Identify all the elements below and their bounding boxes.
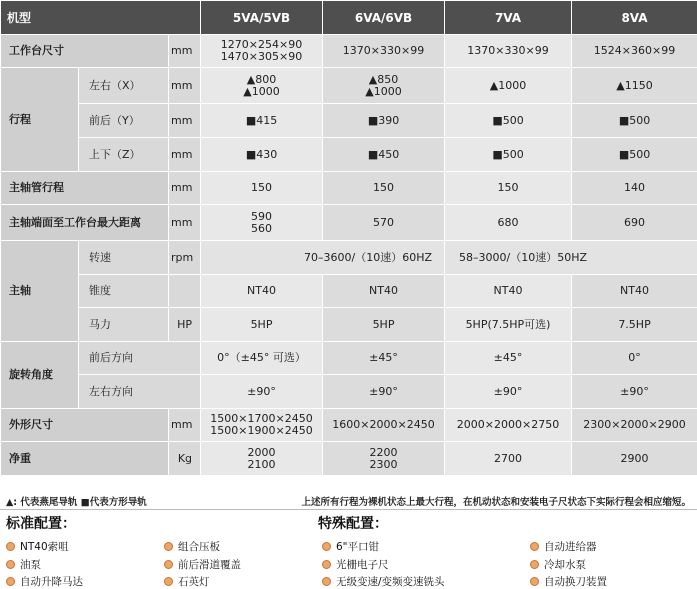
unit: mm — [169, 68, 201, 104]
bullet-icon — [164, 542, 173, 551]
cell-value: 1524×360×99 — [572, 35, 697, 68]
unit: mm — [169, 409, 201, 442]
cell-value: ±90° — [572, 375, 697, 409]
model-header: 5VA/5VB — [201, 1, 323, 35]
cell-value: 2000 — [203, 447, 320, 459]
bullet-icon — [164, 577, 173, 586]
cell-value: 1370×330×99 — [323, 35, 445, 68]
list-item: NT40索咀 — [6, 539, 69, 554]
table-row — [1, 104, 697, 138]
row-label: 外形尺寸 — [1, 409, 169, 442]
speed-50hz: 58–3000/（10速）50HZ — [445, 241, 697, 275]
standard-config-title: 标准配置： — [6, 513, 76, 533]
list-item: 自动进给器 — [530, 539, 597, 554]
list-item: 组合压板 — [164, 539, 220, 554]
list-item: 光栅电子尺 — [322, 557, 389, 572]
cell-value: 1500×1900×2450 — [203, 425, 320, 437]
list-item: 石英灯 — [164, 574, 210, 589]
unit: mm — [169, 205, 201, 241]
cell-value: 5HP — [201, 308, 323, 342]
cell-value: 5HP — [323, 308, 445, 342]
list-item: 自动升降马达 — [6, 574, 83, 589]
unit: mm — [169, 104, 201, 138]
table-row — [1, 409, 697, 442]
row-label: 主轴管行程 — [1, 172, 169, 205]
table-row — [1, 172, 697, 205]
legend-note: ▲: 代表燕尾导轨 ■代表方形导轨 — [6, 494, 147, 508]
cell-value: 5HP(7.5HP可选) — [445, 308, 572, 342]
bullet-icon — [322, 577, 331, 586]
list-item: 冷却水泵 — [530, 557, 586, 572]
travel-note: 上述所有行程为裸机状态上最大行程，在机动状态和安装电子尺状态下实际行程会相应缩短。 — [301, 494, 691, 508]
table-row — [1, 241, 697, 275]
cell-value: 1270×254×90 — [203, 39, 320, 51]
row-label: 旋转角度 — [1, 342, 79, 409]
cell-value: 7.5HP — [572, 308, 697, 342]
cell-value: ▲800 — [203, 74, 320, 86]
cell-value: ■500 — [572, 138, 697, 172]
cell-value: 0° — [572, 342, 697, 375]
bullet-icon — [6, 542, 15, 551]
bullet-icon — [530, 542, 539, 551]
sub-label: 前后方向 — [79, 342, 201, 375]
cell-value: ±45° — [445, 342, 572, 375]
cell-value: 560 — [203, 223, 320, 235]
footnote — [0, 492, 697, 508]
bullet-icon — [6, 560, 15, 569]
cell-value: ±45° — [323, 342, 445, 375]
table-row — [1, 35, 697, 68]
cell-value: ■450 — [323, 138, 445, 172]
header-label: 机型 — [1, 1, 201, 35]
special-config-title: 特殊配置： — [318, 513, 388, 533]
cell-value: 2300×2000×2900 — [572, 409, 697, 442]
cell-value: ▲1000 — [325, 86, 442, 98]
sub-label: 左右（X） — [79, 68, 169, 104]
cell-value: 150 — [323, 172, 445, 205]
sub-label: 左右方向 — [79, 375, 201, 409]
table-row — [1, 205, 697, 241]
cell-value: 690 — [572, 205, 697, 241]
bullet-icon — [322, 542, 331, 551]
table-row — [1, 308, 697, 342]
cell-value: 2300 — [325, 459, 442, 471]
cell-value: 680 — [445, 205, 572, 241]
cell-value: ■500 — [445, 138, 572, 172]
cell-value: ±90° — [323, 375, 445, 409]
unit: Kg — [169, 442, 201, 476]
cell-value: 2700 — [445, 442, 572, 476]
bullet-icon — [322, 560, 331, 569]
table-row — [1, 342, 697, 375]
cell-value: ▲1000 — [445, 68, 572, 104]
cell-value: NT40 — [201, 275, 323, 308]
cell-value: ±90° — [201, 375, 323, 409]
row-label: 行程 — [1, 68, 79, 172]
cell-value: ■415 — [201, 104, 323, 138]
cell-value: 1370×330×99 — [445, 35, 572, 68]
cell-value: 2900 — [572, 442, 697, 476]
unit: HP — [169, 308, 201, 342]
cell-value: ■500 — [445, 104, 572, 138]
unit: mm — [169, 138, 201, 172]
bullet-icon — [530, 577, 539, 586]
table-row — [1, 375, 697, 409]
cell-value: 590 — [203, 211, 320, 223]
sub-label: 前后（Y） — [79, 104, 169, 138]
bullet-icon — [6, 577, 15, 586]
sub-label: 转速 — [79, 241, 169, 275]
sub-label: 锥度 — [79, 275, 169, 308]
header-row — [1, 1, 697, 35]
unit: rpm — [169, 241, 201, 275]
cell-value: ■500 — [572, 104, 697, 138]
list-item: 自动换刀装置 — [530, 574, 607, 589]
divider — [0, 509, 697, 510]
sub-label: 上下（Z） — [79, 138, 169, 172]
list-item: 6"平口钳 — [322, 539, 379, 554]
cell-value: 150 — [201, 172, 323, 205]
cell-value: 1500×1700×2450 — [203, 413, 320, 425]
cell-value: 1470×305×90 — [203, 51, 320, 63]
unit — [169, 275, 201, 308]
bullet-icon — [164, 560, 173, 569]
cell-value: NT40 — [445, 275, 572, 308]
cell-value: ▲1150 — [572, 68, 697, 104]
cell-value: 1600×2000×2450 — [323, 409, 445, 442]
cell-value: 2200 — [325, 447, 442, 459]
cell-value: NT40 — [323, 275, 445, 308]
cell-value: 2100 — [203, 459, 320, 471]
cell-value: NT40 — [572, 275, 697, 308]
cell-value: ▲850 — [325, 74, 442, 86]
cell-value: 150 — [445, 172, 572, 205]
sub-label: 马力 — [79, 308, 169, 342]
model-header: 6VA/6VB — [323, 1, 445, 35]
table-row — [1, 138, 697, 172]
row-label: 净重 — [1, 442, 169, 476]
cell-value: ■390 — [323, 104, 445, 138]
row-label: 工作台尺寸 — [1, 35, 169, 68]
table-row — [1, 275, 697, 308]
row-label: 主轴端面至工作台最大距离 — [1, 205, 169, 241]
row-label: 主轴 — [1, 241, 79, 342]
cell-value: ■430 — [201, 138, 323, 172]
list-item: 前后滑道覆盖 — [164, 557, 241, 572]
cell-value: 140 — [572, 172, 697, 205]
cell-value: 570 — [323, 205, 445, 241]
table-row — [1, 442, 697, 476]
speed-60hz: 70–3600/（10速）60HZ — [201, 241, 445, 275]
table-row — [1, 68, 697, 104]
bullet-icon — [530, 560, 539, 569]
model-header: 8VA — [572, 1, 697, 35]
cell-value: ±90° — [445, 375, 572, 409]
model-header: 7VA — [445, 1, 572, 35]
cell-value: 0°（±45° 可选） — [201, 342, 323, 375]
unit: mm — [169, 35, 201, 68]
cell-value: ▲1000 — [203, 86, 320, 98]
list-item: 油泵 — [6, 557, 41, 572]
unit: mm — [169, 172, 201, 205]
list-item: 无级变速/变频变速铣头 — [322, 574, 445, 589]
cell-value: 2000×2000×2750 — [445, 409, 572, 442]
